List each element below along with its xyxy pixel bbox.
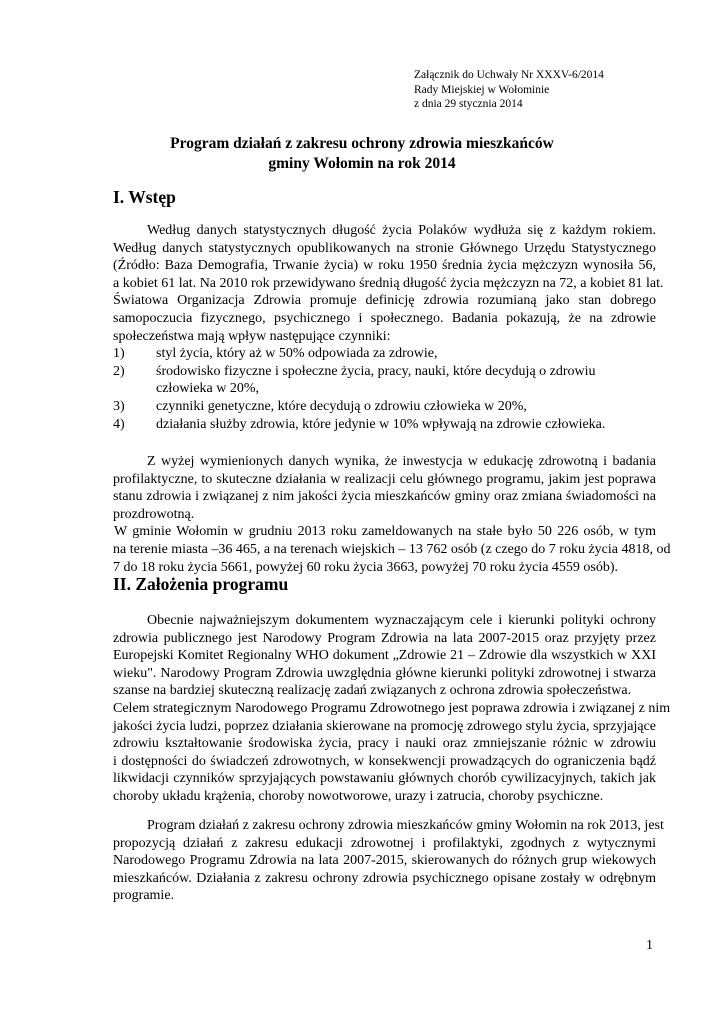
attachment-line: Załącznik do Uchwały Nr XXXV-6/2014	[414, 69, 604, 81]
section1-body	[113, 222, 664, 433]
text-line: Obecnie najważniejszym dokumentem wyznaczającym cele i kierunki polityki ochrony	[147, 613, 656, 628]
section2-body	[113, 612, 671, 806]
text-line: choroby układu krążenia, choroby nowotworowe, urazy i zatrucia, choroby psychiczne.	[113, 788, 604, 804]
text-line: (Źródło: Baza Demografia, Trwanie życia) w roku 1950 średnia życia mężczyzn wynosiła 56,	[113, 258, 656, 274]
text-line: profilaktyczne, to skuteczne działania w realizacji celu głównego programu, jakim jest poprawa	[113, 471, 656, 487]
list-text: czynniki genetyczne, które decydują o zdrowiu człowieka w 20%,	[156, 398, 527, 414]
list-text-continued: człowieka w 20%,	[156, 381, 260, 397]
text-line: stanu zdrowia i związanej z nim jakości życia mieszkańców gminy oraz zmiana świadomości na	[113, 489, 656, 505]
text-line: mieszkańców. Działania z zakresu ochrony zdrowia psychicznego opisane zostały w odrębnym	[113, 870, 656, 886]
section2-paragraph-3	[113, 817, 664, 905]
page-number: 1	[646, 938, 653, 953]
text-line: programie.	[113, 888, 175, 904]
text-line: likwidacji czynników sprzyjających powstawaniu głównych chorób cywilizacyjnych, takich jak	[113, 771, 656, 787]
list-item	[113, 416, 656, 434]
title-line: Program działań z zakresu ochrony zdrowia mieszkańców	[170, 135, 554, 152]
list-item	[113, 398, 656, 416]
list-text: styl życia, który aż w 50% odpowiada za zdrowie,	[156, 346, 438, 362]
section1-paragraph-2	[113, 453, 671, 576]
section-heading: I. Wstęp	[113, 187, 176, 207]
text-line: na terenie miasta –36 465, a na terenach wiejskich – 13 762 osób (z czego do 7 roku życia 4818, od	[113, 541, 671, 557]
text-line: a kobiet 61 lat. Na 2010 rok przewidywano średnią długość życia mężczyzn na 72, a kobiet 81 lat.	[113, 275, 664, 291]
list-number: 2)	[113, 363, 125, 379]
text-line: społeczeństwa mają wpływ następujące czynniki:	[113, 328, 391, 344]
text-line: 7 do 18 roku życia 5661, powyżej 60 roku życia 3663, powyżej 70 roku życia 4559 osób).	[113, 559, 619, 575]
section-heading: II. Założenia programu	[113, 574, 289, 594]
text-line: propozycją działań z zakresu edukacji zdrowotnej i profilaktyki, zgodnych z wytycznymi	[113, 835, 656, 851]
text-line: Według danych statystycznych długość życia Polaków wydłuża się z każdym rokiem.	[147, 223, 656, 238]
text-line: zdrowiu kształtowanie środowiska życia, pracy i nauki oraz zmniejszanie różnic w zdrowiu	[113, 736, 656, 752]
list-text: środowisko fizyczne i społeczne życia, pracy, nauki, które decydują o zdrowiu	[156, 363, 596, 379]
text-line: Według danych statystycznych opublikowanych na stronie Głównego Urzędu Statystycznego	[113, 240, 656, 256]
text-line: szanse na bardziej skuteczną realizację zadań związanych z ochrona zdrowia społeczeństwa.	[113, 683, 632, 699]
text-line: samopoczucia fizycznego, psychicznego i społecznego. Badania pokazują, że na zdrowie	[113, 310, 656, 326]
document-title	[0, 134, 724, 174]
title-line: gminy Wołomin na rok 2014	[268, 155, 456, 172]
text-line: Program działań z zakresu ochrony zdrowia mieszkańców gminy Wołomin na rok 2013, jest	[147, 818, 664, 833]
list-number: 1)	[113, 346, 125, 362]
text-line: Europejski Komitet Regionalny WHO dokument „Zdrowie 21 – Zdrowie dla wszystkich w XXI	[113, 648, 656, 664]
list-number: 3)	[113, 398, 125, 414]
text-line: Światowa Organizacja Zdrowia promuje definicję zdrowia rozumianą jako stan dobrego	[113, 293, 656, 309]
text-line: Celem strategicznym Narodowego Programu Zdrowotnego jest poprawa zdrowia i związanej z nim	[113, 700, 671, 716]
text-line: Narodowego Programu Zdrowia na lata 2007-2015, skierowanych do różnych grup wiekowych	[113, 853, 656, 869]
list-item	[113, 345, 656, 363]
text-line: Z wyżej wymienionych danych wynika, że inwestycja w edukację zdrowotną i badania	[147, 454, 656, 469]
text-line: i dostępności do świadczeń zdrowotnych, w konsekwencji prowadzących do ograniczenia bądź	[113, 753, 656, 769]
list-text: działania służby zdrowia, które jedynie w 10% wpływają na zdrowie człowieka.	[156, 416, 606, 432]
attachment-line: z dnia 29 stycznia 2014	[414, 98, 523, 110]
text-line: prozdrowotną.	[113, 506, 195, 522]
list-number: 4)	[113, 416, 125, 432]
text-line: jakości życia ludzi, poprzez działania skierowane na promocję zdrowego stylu życia, sprzyjające	[113, 718, 656, 734]
text-line: zdrowia publicznego jest Narodowy Program Zdrowia na lata 2007-2015 oraz przyjęty przez	[113, 630, 656, 646]
list-item	[113, 363, 656, 398]
text-line: wieku". Narodowy Program Zdrowia uwzględnia główne kierunki polityki zdrowotnej i stwarza	[113, 665, 656, 681]
attachment-note	[414, 68, 604, 112]
text-line: W gminie Wołomin w grudniu 2013 roku zameldowanych na stałe było 50 226 osób, w tym	[114, 524, 656, 540]
attachment-line: Rady Miejskiej w Wołominie	[414, 83, 550, 96]
